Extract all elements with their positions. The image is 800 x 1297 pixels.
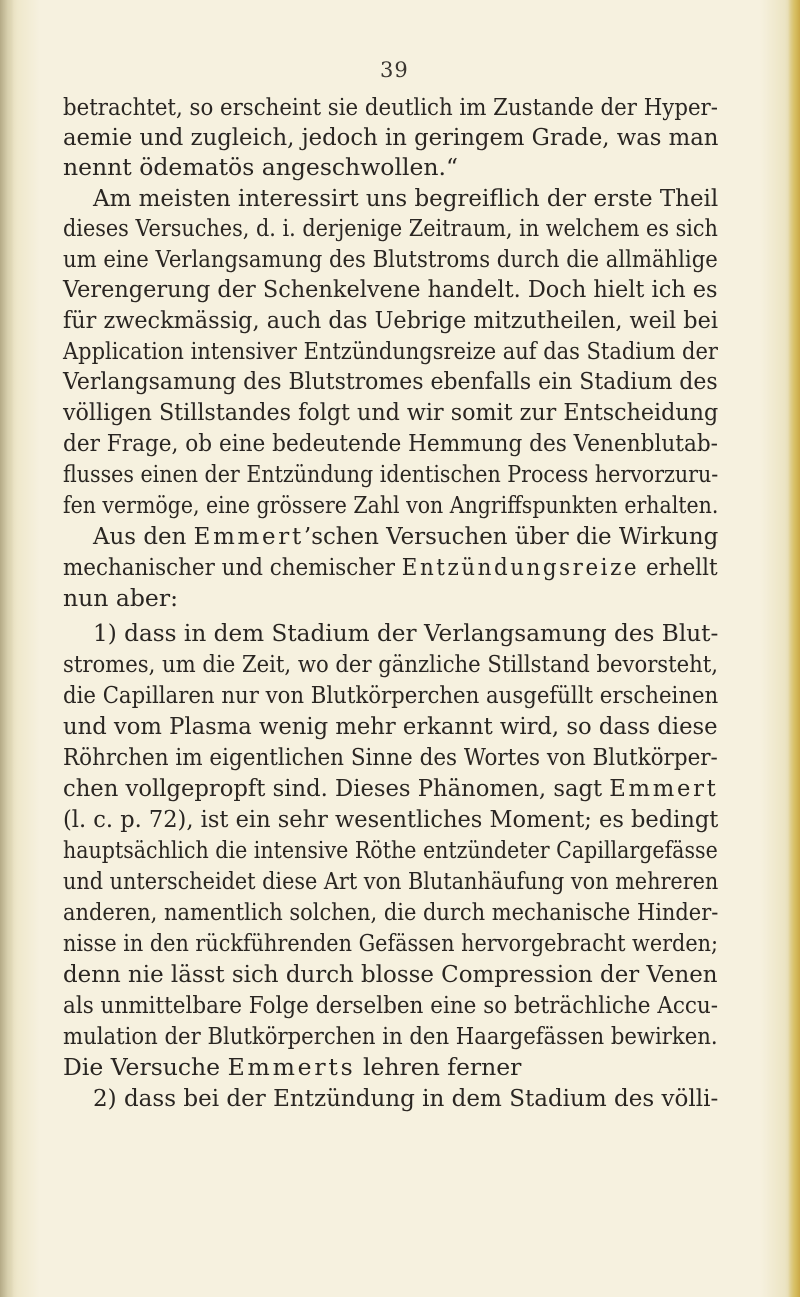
text-line: Application intensiver Entzündungsreize auf das Stadium der: [63, 337, 718, 365]
text-line: [63, 1052, 521, 1082]
text-line: um eine Verlangsamung des Blutstroms durch die allmählige: [63, 245, 718, 273]
text-line: denn nie lässt sich durch blosse Compression der Venen: [63, 960, 718, 988]
text-fragment: lehren ferner: [355, 1053, 522, 1081]
text-line: [63, 552, 718, 582]
text-line: 1) dass in dem Stadium der Verlangsamung des Blut-: [93, 619, 719, 647]
text-line: 2) dass bei der Entzündung in dem Stadium des völli-: [93, 1084, 719, 1112]
text-line: Am meisten interessirt uns begreiflich der erste Theil: [93, 184, 719, 212]
text-fragment: Aus den: [93, 522, 194, 550]
author-name-emmert: Emmert: [193, 522, 304, 550]
text-fragment: Die Versuche: [63, 1053, 228, 1081]
text-line: und unterscheidet diese Art von Blutanhäufung von mehreren: [63, 867, 719, 895]
text-line: für zweckmässig, auch das Uebrige mitzutheilen, weil bei: [63, 306, 718, 334]
text-line: hauptsächlich die intensive Röthe entzündeter Capillargefässe: [63, 836, 718, 864]
text-line: nisse in den rückführenden Gefässen hervorgebracht werden;: [63, 929, 719, 957]
text-line: die Capillaren nur von Blutkörperchen ausgefüllt erscheinen: [63, 681, 719, 709]
text-line: und vom Plasma wenig mehr erkannt wird, so dass diese: [63, 712, 718, 740]
text-line: anderen, namentlich solchen, die durch mechanische Hinder-: [63, 898, 719, 926]
text-line: [93, 521, 718, 551]
text-line: nennt ödematös angeschwollen.“: [63, 153, 459, 181]
text-line: stromes, um die Zeit, wo der gänzliche Stillstand bevorsteht,: [63, 650, 719, 678]
text-line: (l. c. p. 72), ist ein sehr wesentliches Moment; es bedingt: [63, 805, 719, 833]
text-fragment: erhellt: [639, 553, 718, 581]
emphasis-entzuendungsreize: Entzündungsreize: [401, 553, 640, 581]
text-line: Verengerung der Schenkelvene handelt. Doch hielt ich es: [63, 275, 718, 303]
text-fragment: chen vollgepropft sind. Dieses Phänomen, sagt: [63, 774, 610, 802]
text-line: Verlangsamung des Blutstromes ebenfalls ein Stadium des: [63, 367, 718, 395]
text-line: fen vermöge, eine grössere Zahl von Angriffspunkten erhalten.: [63, 491, 719, 519]
text-line: betrachtet, so erscheint sie deutlich im Zustande der Hyper-: [63, 93, 718, 121]
text-line: dieses Versuches, d. i. derjenige Zeitraum, in welchem es sich: [63, 214, 718, 242]
text-line: mulation der Blutkörperchen in den Haargefässen bewirken.: [63, 1022, 718, 1050]
text-line: nun aber:: [63, 584, 178, 612]
text-line: Röhrchen im eigentlichen Sinne des Wortes von Blutkörper-: [63, 743, 718, 771]
author-name-emmert: Emmert: [609, 774, 719, 802]
text-line: völligen Stillstandes folgt und wir somit zur Entscheidung: [63, 398, 719, 426]
text-line: als unmittelbare Folge derselben eine so beträchliche Accu-: [63, 991, 719, 1019]
author-name-emmert: Emmerts: [227, 1053, 356, 1081]
text-fragment: mechanischer und chemischer: [63, 553, 402, 581]
text-line: der Frage, ob eine bedeutende Hemmung des Venenblutab-: [63, 429, 718, 457]
text-fragment: ’schen Versuchen über die Wirkung: [303, 522, 719, 550]
page-number: 39: [380, 58, 409, 82]
text-line: flusses einen der Entzündung identischen Process hervorzuru-: [63, 460, 719, 488]
text-line: aemie und zugleich, jedoch in geringem Grade, was man: [63, 123, 719, 151]
text-line: [63, 773, 718, 803]
